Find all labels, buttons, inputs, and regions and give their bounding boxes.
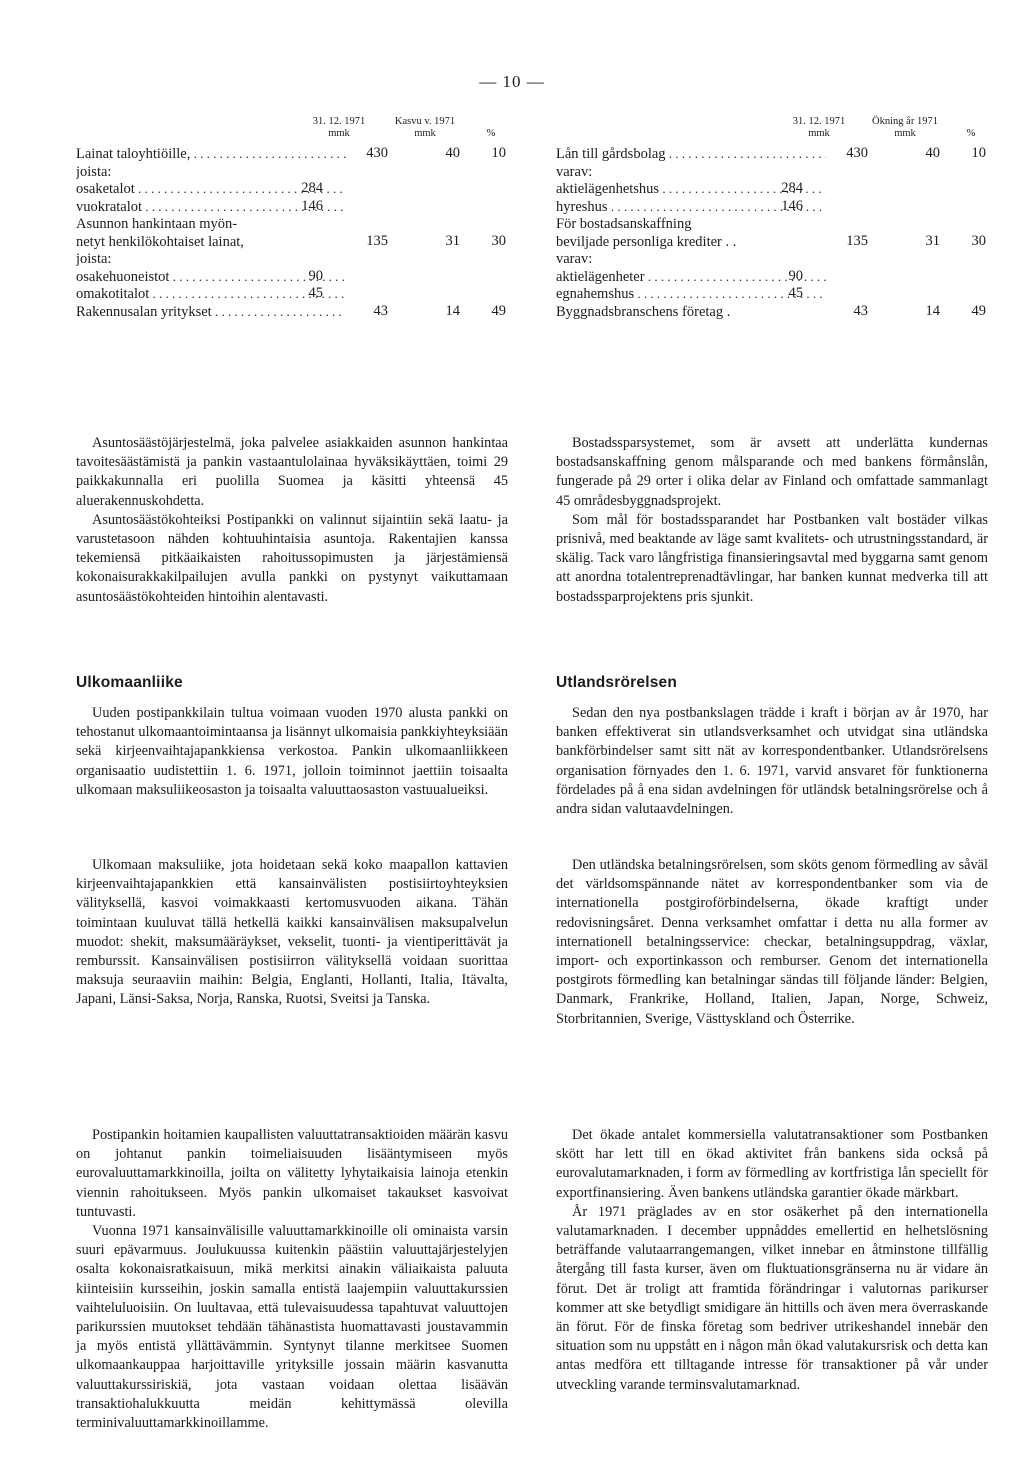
header-growth (380, 116, 470, 140)
cell-breakdown: 90 (308, 267, 323, 284)
paragraph: Bostadssparsystemet, som är avsett att underlätta kundernas bostadsanskaffning genom målsparande och med bankens förmånslån, fungerade på 29 orter i olika delar av Finland och omfattade sammanlagt 45 områdesbyggnadsprojekt. (556, 435, 988, 509)
paragraph: Uuden postipankkilain tultua voimaan vuoden 1970 alusta pankki on tehostanut ulkomaantoimintaansa ja lisännyt ulkomaisia pankkiyhteyksiään sekä kirjeenvaihtajapankkiensa verkostoa. Pankin ulkomaanliikkeen organisaatio uudistettiin 1. 6. 1971, jolloin toiminnot jaettiin toisaalta ulkomaan maksuliikeosaston ja toisaalta valuuttaosaston vastuualueiksi. (76, 705, 508, 798)
header-percent-label: % (966, 128, 976, 139)
table-row (76, 233, 508, 251)
row-label: joista: (76, 251, 112, 267)
table-row (556, 215, 988, 233)
header-percent-label: % (486, 128, 496, 139)
header-balance-date: 31. 12. 1971 (312, 116, 366, 127)
table-row (76, 268, 508, 286)
cell-growth: 31 (925, 232, 940, 249)
page-number: — 10 — (479, 72, 545, 91)
cell-growth: 31 (445, 232, 460, 249)
row-label: netyt henkilökohtaiset lainat, (76, 233, 244, 250)
cell-total: 43 (373, 302, 388, 319)
header-balance-unit: mmk (808, 128, 830, 139)
cell-total: 430 (366, 145, 388, 161)
table-body (556, 145, 988, 320)
table-row (556, 268, 988, 286)
cell-total: 135 (366, 232, 388, 249)
row-label: varav: (556, 163, 593, 180)
paragraph: Sedan den nya postbankslagen trädde i kraft i början av år 1970, har banken effektiverat sin utlandsverksamhet och utvidgat sina utländska bankförbindelser samt sitt nät av korrespondentbanker. Utlandsrörelsens organisation förnyades den 1. 6. 1971, varvid ansvaret för funktionerna fördelades på å ena sidan avdelningen för utländsk betalningsrörelse och å andra sidan valutaavdelningen. (556, 705, 988, 818)
header-growth-unit: mmk (414, 128, 436, 139)
row-label: Asunnon hankintaan myön- (76, 216, 238, 232)
table-row (76, 180, 508, 198)
cell-percent: 49 (491, 302, 506, 319)
cell-breakdown: 284 (301, 180, 323, 196)
header-balance-unit: mmk (328, 128, 350, 139)
cell-breakdown: 45 (788, 285, 803, 301)
header-percent (950, 116, 992, 140)
row-label: Byggnadsbranschens företag . (556, 303, 731, 320)
paragraph: Postipankin hoitamien kaupallisten valuuttatransaktioiden määrän kasvu on johtanut pankin toimeliaisuuden lisääntymiseen myös eurovaluuttamarkkinoilla, joilta on välitetty lyhytaikaisia lainoja etenkin viennin rahoitukseen. Myös pankin ulkomaiset takaukset kasvoivat tuntuvasti. (76, 1127, 508, 1220)
header-growth-label: Kasvu v. 1971 (394, 116, 456, 127)
header-balance (296, 116, 382, 140)
paragraph: Asuntosäästöjärjestelmä, joka palvelee asiakkaiden asunnon hankintaa tavoitesäästämistä ja pankin vastaantulolainaa hyväksikäyttäen, toimi 29 paikkakunnalla eri puolilla Suomea ja käsitti yhteensä 45 aluerakennuskohdetta. (76, 435, 508, 509)
table-row (556, 198, 988, 216)
row-label: För bostadsanskaffning (556, 216, 692, 232)
table-row (76, 215, 508, 233)
paragraph: Ulkomaan maksuliike, jota hoidetaan sekä koko maapallon kattavien kirjeenvaihtajapankkien että kansainvälisten postisiirtoyhteyksien välityksellä, kasvoi voimakkaasti kertomusvuoden aikana. Tähän toimintaan kuuluvat tällä hetkellä kaikki kansainvälisen maksupalvelun muodot: shekit, maksumääräykset, vekselit, tuonti- ja vientiperittävät ja remburssit. Kansainvälisen postisiirron välityksellä voidaan suorittaa maksuja seuraaviin maihin: Belgia, Englanti, Hollanti, Italia, Itävalta, Japani, Länsi-Saksa, Norja, Ranska, Ruotsi, Sveitsi ja Tanska. (76, 857, 508, 1008)
table-header (556, 116, 988, 145)
row-label: egnahemshus . . . (556, 285, 826, 304)
table-row (76, 198, 508, 216)
paragraph: Som mål för bostadssparandet har Postbanken valt bostäder vilkas prisnivå, med beaktande av läge samt kvalitets- och utrustningsstandard, är skälig. Tack varo långfristiga finansieringsavtal med byggarna samt genom att anordna totalentreprenadtävlingar, har banken kunnat medverka till att bostadssparprojektens pris sjunkit. (556, 511, 988, 605)
header-balance-date: 31. 12. 1971 (792, 116, 846, 127)
left-column (76, 116, 508, 1432)
row-label: aktielägenhetshus . . . (556, 180, 826, 199)
cell-growth: 40 (445, 145, 460, 161)
section-paragraph-1 (76, 704, 508, 800)
cell-percent: 10 (491, 145, 506, 161)
paragraph: År 1971 präglades av en stor osäkerhet på den internationella valutamarknaden. I december uppnåddes emellertid en helhetslösning beträffande valutaarrangemangen, vilket innebar en åtminstone tillfällig återgång till fasta kurser, även om fluktuationsgränserna nu är vidare än förut. Det är troligt att framtida förändringar i valutornas parikurser kommer att ske betydligt smidigare än hittills och även mera överraskande än förut. För de finska företag som bedriver utrikeshandel innebär den situation som nu uppstått en i någon mån ökad valutakursrisk och detta kan antas medföra ett tilltagande intresse för transaktioner på vår under utveckling varande terminsvalutamarknad. (556, 1203, 988, 1393)
table-body (76, 145, 508, 320)
paragraph: Den utländska betalningsrörelsen, som sköts genom förmedling av såväl det världsomspännande nätet av korrespondentbanker som via de internationella postgiroförbindelserna, ökade kraftigt under redovisningsåret. Denna verksamhet omfattar i detta nu alla former av internationell betalningsservice: checkar, betalningsuppdrag, växlar, import- och exportinkasson och remburser. Genom det internationella postgirots förmedling kan betalningar sändas till följande länder: Belgien, Danmark, Frankrike, Holland, Italien, Japan, Norge, Schweiz, Storbritannien, Sverige, Västtyskland och Österrike. (556, 857, 988, 1027)
section-paragraph-1 (556, 704, 988, 819)
header-growth-label: Ökning år 1971 (872, 116, 938, 127)
row-label: varav: (556, 251, 593, 267)
row-label: osakehuoneistot . . . (76, 268, 346, 287)
cell-growth: 14 (445, 302, 460, 319)
section-paragraph-2 (556, 856, 988, 1029)
table-row (556, 303, 988, 321)
cell-percent: 49 (971, 302, 986, 319)
table-row (76, 163, 508, 181)
cell-growth: 40 (925, 145, 940, 161)
cell-percent: 30 (971, 232, 986, 249)
table-header (76, 116, 508, 145)
cell-breakdown: 45 (308, 285, 323, 301)
table-row (556, 145, 988, 163)
row-label: Lainat taloyhtiöille, . . . (76, 145, 346, 164)
row-label: omakotitalot . . . (76, 285, 346, 304)
section-heading: Ulkomaanliike (76, 674, 183, 691)
table-row (76, 145, 508, 163)
header-balance (776, 116, 862, 140)
table-row (76, 250, 508, 268)
table-row (76, 303, 508, 321)
table-row (556, 250, 988, 268)
cell-breakdown: 284 (781, 180, 803, 196)
table-row (556, 233, 988, 251)
cell-breakdown: 146 (781, 197, 803, 214)
cell-percent: 10 (971, 145, 986, 161)
cell-total: 135 (846, 232, 868, 249)
loan-table-sv (556, 116, 988, 320)
row-label: beviljade personliga krediter . . (556, 233, 737, 250)
cell-percent: 30 (491, 232, 506, 249)
row-label: joista: (76, 163, 112, 180)
header-growth-unit: mmk (894, 128, 916, 139)
cell-total: 43 (853, 302, 868, 319)
row-label: Rakennusalan yritykset . . . (76, 303, 346, 322)
row-label: osaketalot . . . (76, 180, 346, 199)
section-paragraph-3 (556, 1126, 988, 1395)
cell-growth: 14 (925, 302, 940, 319)
header-growth (860, 116, 950, 140)
table-row (556, 285, 988, 303)
table-row (556, 180, 988, 198)
cell-total: 430 (846, 145, 868, 161)
section-paragraph-3 (76, 1126, 508, 1433)
intro-text (556, 434, 988, 607)
table-row (556, 163, 988, 181)
section-paragraph-2 (76, 856, 508, 1010)
intro-text (76, 434, 508, 607)
paragraph: Asuntosäästökohteiksi Postipankki on valinnut sijaintiin sekä laatu- ja varustetasoon nähden kohtuuhintaisia asuntoja. Rakentajien kanssa tekemiensä pitkäaikaisten rahoitussopimusten ja järjestämiensä kokonaisurakkakilpailujen avulla pankki on pystynyt vaikuttamaan asuntosäästökohteiden hintoihin alentavasti. (76, 511, 508, 605)
paragraph: Vuonna 1971 kansainvälisille valuuttamarkkinoille oli ominaista varsin suuri epävarmuus. Joulukuussa kuitenkin päästiin valuuttajärjestelyjen osalta kokonaisratkaisuun, mikä merkitsi ainakin väliaikaista paluuta kiinteisiin kursseihin, joskin samalla entistä laajempiin valuuttakurssien vaihteluluoisiin. On luultavaa, että tulevaisuudessa tapahtuvat valuuttojen parikurssien muutokset tehdään tähänastista huomattavasti joustavammin ja myös entistä yllättävämmin. Syntynyt tilanne merkitsee Suomen ulkomaankauppaa harjoittaville yrityksille jossain määrin kasvanutta valuuttakurssiriskiä, jota vastaan voidaan olettaa lisäävän transaktiohalukkuutta meidän kehittymässä olevilla terminivaluuttamarkkinoillamme. (76, 1223, 508, 1432)
row-label: vuokratalot . . . (76, 198, 346, 217)
row-label: Lån till gårdsbolag . . . (556, 145, 826, 164)
header-percent (470, 116, 512, 140)
cell-breakdown: 90 (788, 267, 803, 284)
section-heading: Utlandsrörelsen (556, 674, 678, 691)
right-column (556, 116, 988, 1393)
cell-breakdown: 146 (301, 197, 323, 214)
table-row (76, 285, 508, 303)
row-label: hyreshus . . . (556, 198, 826, 217)
paragraph: Det ökade antalet kommersiella valutatransaktioner som Postbanken skött har lett till en ökad aktivitet från bankens sida också på eurovalutamarknaden, i form av förmedling av kortfristiga lån speciellt för exportfinansiering. Även bankens utländska garantier ökade märkbart. (556, 1127, 988, 1201)
loan-table-fi (76, 116, 508, 320)
row-label: aktielägenheter . . . (556, 268, 826, 287)
